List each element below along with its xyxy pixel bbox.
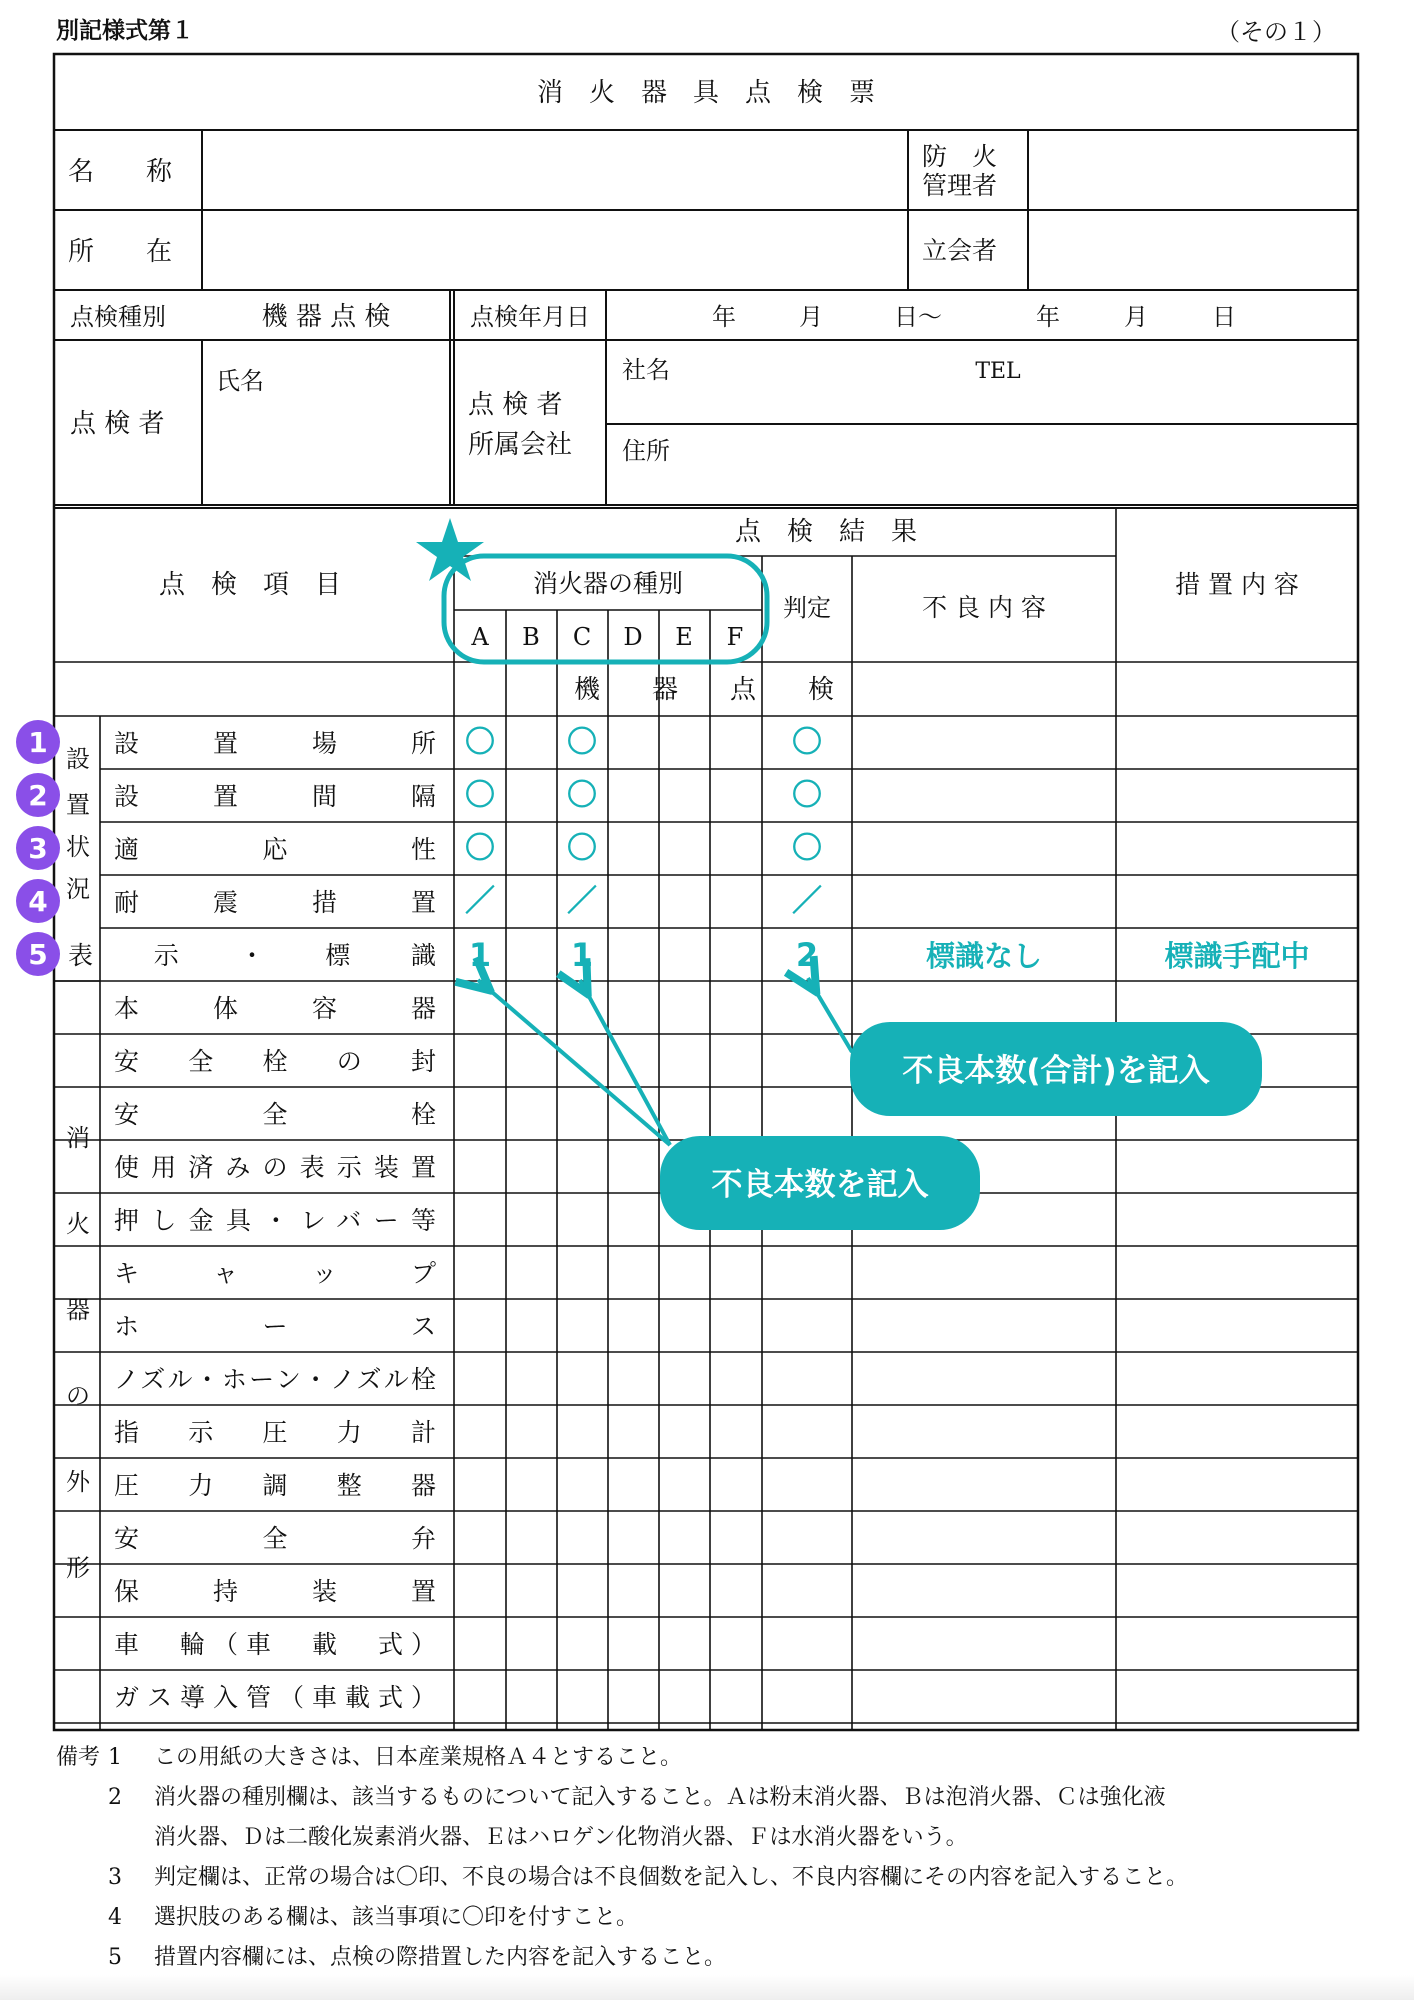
- note-number: 3: [108, 1865, 122, 1890]
- cell-defect: 標識なし: [925, 939, 1043, 973]
- type-letter-c: C: [572, 623, 592, 651]
- note-number: 2: [108, 1785, 122, 1810]
- tel-label: TEL: [975, 359, 1021, 384]
- type-letter-a: A: [471, 623, 489, 651]
- date-month-start: 月: [799, 303, 823, 331]
- row-label: 適 応 性: [114, 835, 436, 864]
- row-label: 設 置 間 隔: [114, 782, 436, 811]
- exterior-group-char: 火: [66, 1210, 90, 1238]
- note-item: [56, 1938, 1376, 1978]
- type-letter-e: E: [675, 623, 693, 651]
- note-item: [56, 1738, 1376, 1778]
- results-header: 点 検 結 果: [734, 517, 918, 547]
- note-text: 消火器の種別欄は、該当するものについて記入すること。Ａは粉末消火器、Ｂは泡消火器、Ｃは強化液: [154, 1785, 1166, 1810]
- callout-arrows: [478, 978, 852, 1145]
- row-label: 押し金具・レバー等: [114, 1206, 436, 1235]
- type-letter-b: B: [522, 623, 540, 651]
- row-label: 保 持 装 置: [114, 1577, 436, 1606]
- row-label: ガス導入管（車載式）: [114, 1683, 436, 1712]
- exterior-group-char: 消: [66, 1124, 90, 1152]
- action-header: 措 置 内 容: [1175, 570, 1299, 599]
- cell-c: 1: [570, 936, 594, 974]
- notes-section: [56, 1738, 1376, 1978]
- inspection-type-value: 機 器 点 検: [261, 302, 391, 332]
- location-label: 所 在: [68, 237, 173, 267]
- row-dividers: [54, 769, 1358, 1723]
- date-month-end: 月: [1124, 303, 1148, 331]
- row-label: 本 体 容 器: [114, 994, 436, 1023]
- row-label: ホ ー ス: [114, 1312, 436, 1341]
- company-name-label: 社名: [622, 356, 670, 384]
- date-year-start: 年: [712, 303, 736, 331]
- inspector-name-label: 氏名: [216, 367, 264, 395]
- items-header: 点 検 項 目: [158, 570, 342, 600]
- date-day-start: 日〜: [894, 303, 942, 331]
- arrow-to-judgment: [808, 978, 852, 1052]
- row-label: 使用済みの表示装置: [114, 1153, 436, 1182]
- address-label: 住所: [622, 437, 670, 465]
- note-item: [56, 1858, 1376, 1898]
- cell-c: ／: [567, 884, 597, 919]
- cell-a: 〇: [465, 831, 495, 866]
- cell-judge: 〇: [792, 725, 822, 760]
- notes-label: 備考: [56, 1745, 101, 1770]
- note-text-continued: 消火器、Ｄは二酸化炭素消火器、Ｅはハロゲン化物消火器、Ｆは水消火器をいう。: [154, 1825, 968, 1850]
- fire-manager-label-1: 防 火: [922, 142, 998, 171]
- callout-each-text: 不良本数を記入: [711, 1167, 929, 1203]
- row-label: 表 示 ・ 標 識: [68, 941, 436, 970]
- row-badge-number: 1: [28, 726, 48, 759]
- type-letters: [470, 623, 743, 651]
- cell-action: 標識手配中: [1164, 939, 1310, 973]
- row-badge-number: 3: [28, 832, 48, 865]
- date-year-end: 年: [1036, 303, 1060, 331]
- note-text: 選択肢のある欄は、該当事項に〇印を付すこと。: [154, 1905, 639, 1930]
- note-number: 1: [108, 1745, 122, 1770]
- cell-judge: 〇: [792, 778, 822, 813]
- exterior-group-char: 外: [66, 1468, 90, 1496]
- install-group-char: 設: [66, 745, 90, 773]
- row-badge-number: 4: [28, 885, 48, 918]
- cell-judge: ／: [792, 884, 822, 919]
- note-number: 5: [108, 1945, 122, 1970]
- fire-manager-label-2: 管理者: [922, 171, 998, 200]
- inspection-type-label: 点検種別: [70, 303, 166, 331]
- exterior-group-char: 器: [66, 1296, 90, 1324]
- cell-judge: 2: [795, 936, 819, 974]
- note-text: この用紙の大きさは、日本産業規格Ａ４とすること。: [154, 1745, 683, 1770]
- note-text: 判定欄は、正常の場合は〇印、不良の場合は不良個数を記入し、不良内容欄にその内容を記入すること。: [154, 1865, 1189, 1890]
- install-group-char: 状: [66, 833, 90, 861]
- note-text: 措置内容欄には、点検の際措置した内容を記入すること。: [154, 1945, 727, 1970]
- row-badge-number: 5: [28, 938, 48, 971]
- extinguisher-type-header: 消火器の種別: [532, 569, 684, 598]
- row-badge-number: 2: [28, 779, 48, 812]
- cell-judge: 〇: [792, 831, 822, 866]
- judgment-header: 判定: [783, 594, 831, 622]
- callout-total-text: 不良本数(合計)を記入: [902, 1053, 1210, 1089]
- row-label: 車 輪（車 載 式）: [114, 1630, 436, 1659]
- cell-c: 〇: [567, 778, 597, 813]
- row-label: キ ャ ッ プ: [114, 1259, 436, 1288]
- row-label: 安 全 栓 の 封: [114, 1047, 436, 1076]
- date-day-end: 日: [1212, 303, 1236, 331]
- row-label: 耐 震 措 置: [114, 888, 436, 917]
- cell-c: 〇: [567, 725, 597, 760]
- form-title: 消 火 器 具 点 検 票: [536, 78, 876, 108]
- page-indicator: （その１）: [1216, 18, 1336, 46]
- type-letter-d: D: [623, 623, 643, 651]
- install-group-label: [66, 745, 90, 903]
- cell-a: 1: [468, 936, 492, 974]
- install-group-char: 置: [66, 791, 90, 819]
- arrow-to-col-c: [580, 980, 670, 1145]
- cell-a: ／: [465, 884, 495, 919]
- row-label: 設 置 場 所: [114, 729, 436, 758]
- cell-a: 〇: [465, 778, 495, 813]
- exterior-group-char: の: [66, 1382, 90, 1410]
- exterior-group-char: 形: [66, 1554, 90, 1582]
- type-letter-f: F: [726, 623, 744, 651]
- form-number: 別記様式第１: [56, 18, 194, 44]
- header-grid: [54, 130, 1358, 508]
- name-label: 名 称: [68, 157, 173, 187]
- row-label: 指 示 圧 力 計: [114, 1418, 436, 1447]
- note-item: [56, 1898, 1376, 1938]
- bottom-shadow: [0, 1975, 1414, 2000]
- inspection-date-label: 点検年月日: [470, 303, 590, 331]
- inspector-label: 点 検 者: [70, 409, 165, 439]
- install-group-char: 況: [66, 875, 90, 903]
- company-label-2: 所属会社: [468, 430, 573, 460]
- row-label: ノズル・ホーン・ノズル栓: [114, 1365, 436, 1394]
- date-fields: [712, 303, 1236, 331]
- section-equipment: 機 器 点 検: [573, 675, 835, 705]
- cell-a: 〇: [465, 725, 495, 760]
- witness-label: 立会者: [922, 236, 998, 265]
- cell-c: 〇: [567, 831, 597, 866]
- company-label-1: 点 検 者: [468, 390, 563, 420]
- row-label: 安 全 栓: [114, 1100, 436, 1129]
- note-number: 4: [108, 1905, 122, 1930]
- note-item: [56, 1778, 1376, 1818]
- defect-header: 不 良 内 容: [922, 593, 1046, 622]
- row-label: 安 全 弁: [114, 1524, 436, 1553]
- row-label: 圧 力 調 整 器: [114, 1471, 436, 1500]
